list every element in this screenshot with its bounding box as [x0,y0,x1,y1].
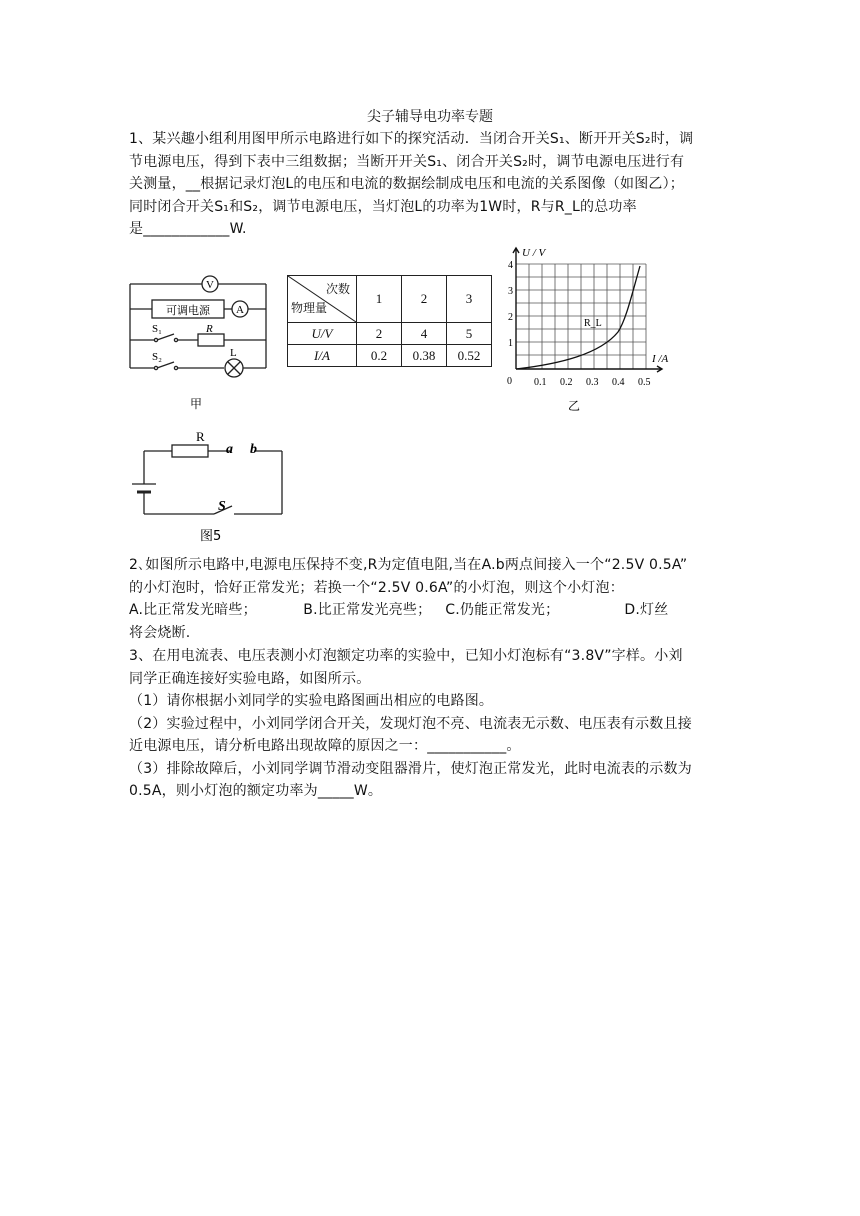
q3-line: 3、在用电流表、电压表测小灯泡额定功率的实验中，已知小灯泡标有“3.8V”字样。小刘 [129,648,683,664]
table-cell: 5 [447,323,492,345]
table-corner-top: 次数 [325,282,350,296]
graph-origin: 0 [507,376,512,387]
s1-label: S₁ [152,323,162,335]
lamp-label: L [230,347,237,359]
q1-line: 关测量，__根据记录灯泡L的电压和电流的数据绘制成电压和电流的关系图像（如图乙）； [129,176,684,192]
figure-caption-jia: 甲 [190,397,203,411]
table-corner-cell [288,276,357,323]
x-tick: 0.4 [612,377,625,388]
table-header: 2 [402,276,447,323]
fig5-a-label: a [226,442,233,457]
s2-label: S₂ [152,351,162,363]
fig5-caption: 图5 [200,529,222,544]
power-supply-label: 可调电源 [166,304,210,317]
figure-caption-yi: 乙 [568,399,581,413]
q2-line: 将会烧断. [129,624,191,641]
table-corner-bottom: 物理量 [291,301,328,315]
data-table-wrapper [287,275,492,367]
y-tick: 4 [508,260,513,271]
x-tick: 0.2 [560,377,573,388]
q1-line: 同时闭合开关S₁和S₂，调节电源电压，当灯泡L的功率为1W时，R与R_L的总功率 [129,198,637,215]
graph-xlabel: I /A [652,353,669,365]
q3-line: 近电源电压，请分析电路出现故障的原因之一：___________。 [129,738,521,754]
question-1 [129,128,729,241]
fig5-s-label: S [218,499,226,514]
curve-label: R_L [584,318,602,329]
table-header: 3 [447,276,492,323]
circuit-figure-5 [126,426,291,546]
ammeter-label: A [236,304,244,316]
x-tick: 0.3 [586,377,599,388]
circuit-diagram [126,266,276,416]
q3-line: （1）请你根据小刘同学的实验电路图画出相应的电路图。 [129,693,494,709]
graph-figure-yi [500,242,675,417]
q2-line: 的小灯泡时，恰好正常发光；若换一个“2.5V 0.6A”的小灯泡，则这个小灯泡： [129,579,624,596]
q1-line: 1、某兴趣小组利用图甲所示电路进行如下的探究活动．当闭合开关S₁、断开开关S₂时，调 [129,131,694,147]
question-2 [129,554,729,644]
fig5-r-label: R [196,429,205,444]
q2-line: 2､如图所示电路中,电源电压保持不变,R为定值电阻,当在A.b两点间接入一个“2.5V 0.5A” [129,557,688,573]
q1-line: 是____________W. [129,221,247,237]
graph-ylabel: U / V [522,247,546,259]
y-tick: 1 [508,338,513,349]
table-cell: 0.38 [402,345,447,367]
figure-5 [126,426,291,546]
x-tick: 0.1 [534,377,547,388]
y-tick: 2 [508,312,513,323]
q3-line: （2）实验过程中，小刘同学闭合开关，发现灯泡不亮、电流表无示数、电压表有示数且接 [129,715,692,732]
q3-line: （3）排除故障后，小刘同学调节滑动变阻器滑片，使灯泡正常发光，此时电流表的示数为 [129,760,692,777]
circuit-figure-jia [126,266,276,416]
table-row-label: I/A [288,345,357,367]
question-3 [129,645,729,803]
q3-line: 同学正确连接好实验电路，如图所示。 [129,670,371,687]
table-row [288,323,492,345]
table-header: 1 [357,276,402,323]
resistor-label: R [206,323,213,335]
voltmeter-label: V [206,279,214,291]
table-row [288,345,492,367]
q1-line: 节电源电压，得到下表中三组数据；当断开开关S₁、闭合开关S₂时，调节电源电压进行有 [129,153,685,170]
table-cell: 0.2 [357,345,402,367]
data-table [287,275,492,367]
fig5-b-label: b [250,442,257,457]
page-title: 尖子辅导电功率专题 [367,109,493,125]
q2-line: A.比正常发光暗些； B.比正常发光亮些； C.仍能正常发光； D.灯丝 [129,602,669,618]
table-cell: 0.52 [447,345,492,367]
x-tick: 0.5 [638,377,651,388]
table-cell: 2 [357,323,402,345]
table-row-label: U/V [288,323,357,345]
y-tick: 3 [508,286,513,297]
q3-line: 0.5A，则小灯泡的额定功率为_____W。 [129,783,383,799]
u-i-graph [500,242,675,417]
table-cell: 4 [402,323,447,345]
